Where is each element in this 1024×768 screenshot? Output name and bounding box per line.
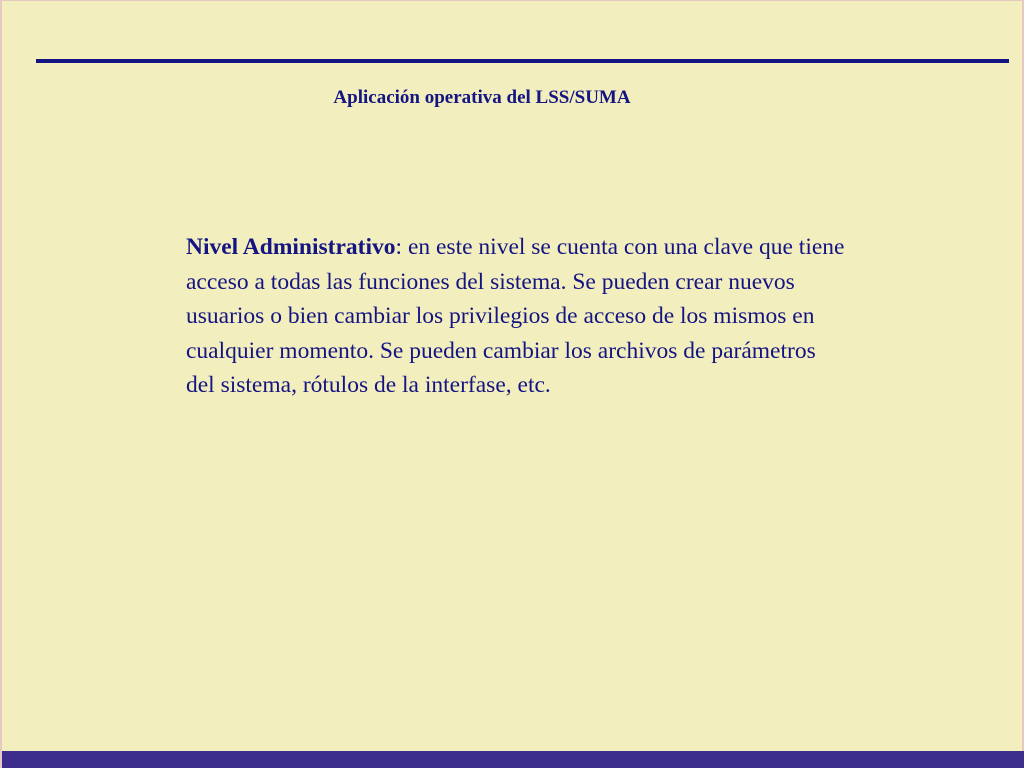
- slide-title: Aplicación operativa del LSS/SUMA: [333, 87, 631, 108]
- top-rule: [36, 59, 1009, 63]
- term-label: Nivel Administrativo: [186, 234, 396, 260]
- body-paragraph: [186, 230, 846, 403]
- body-text: : en este nivel se cuenta con una clave que tiene acceso a todas las funciones del sistema. Se pueden crear nuevos usuarios o bien cambiar los privilegios de acceso de los mismos en cualquier momento. Se pueden cambiar los archivos de parámetros del sistema, rótulos de la interfase, etc.: [186, 234, 845, 398]
- footer-bar: [2, 751, 1024, 768]
